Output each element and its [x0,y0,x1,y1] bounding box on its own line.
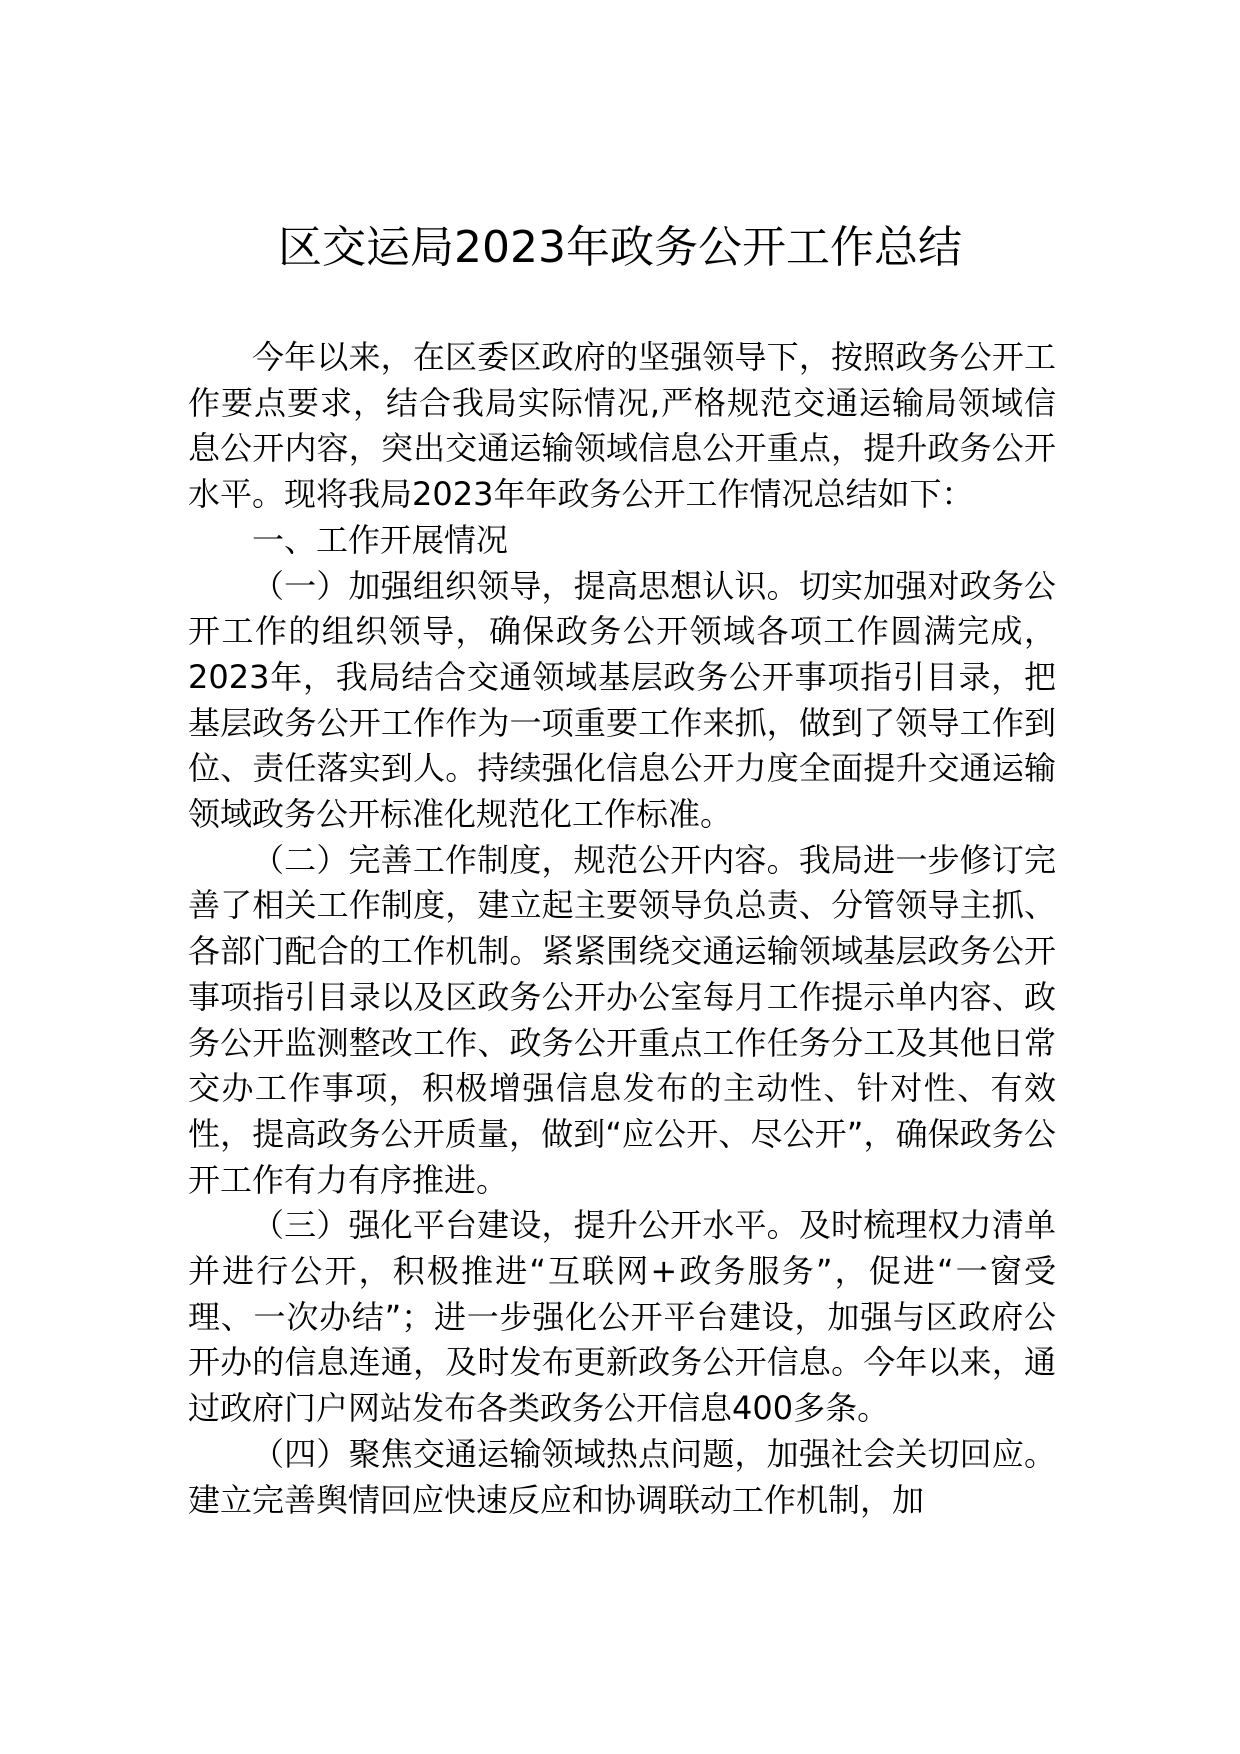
item-paragraph-2: （二）完善工作制度，规范公开内容。我局进一步修订完善了相关工作制度，建立起主要领导负总责、分管领导主抓、各部门配合的工作机制。紧紧围绕交通运输领域基层政务公开事项指引目录以及区政务公开办公室每月工作提示单内容、政务公开监测整改工作、政务公开重点工作任务分工及其他日常交办工作事项，积极增强信息发布的主动性、针对性、有效性，提高政务公开质量，做到“应公开、尽公开”，确保政务公开工作有力有序推进。 [188,840,1056,1199]
intro-paragraph: 今年以来，在区委区政府的坚强领导下，按照政务公开工作要点要求，结合我局实际情况,严格规范交通运输局领域信息公开内容，突出交通运输领域信息公开重点，提升政务公开水平。现将我局2023年年政务公开工作情况总结如下： [188,338,1056,514]
document-body [188,335,1056,1523]
section-heading: 一、工作开展情况 [252,520,509,559]
item-paragraph-3: （三）强化平台建设，提升公开水平。及时梳理权力清单并进行公开，积极推进“互联网+政务服务”，促进“一窗受理、一次办结”；进一步强化公开平台建设，加强与区政府公开办的信息连通，及时发布更新政务公开信息。今年以来，通过政府门户网站发布各类政务公开信息400多条。 [188,1206,1056,1428]
item-paragraph-4: （四）聚焦交通运输领域热点问题，加强社会关切回应。建立完善舆情回应快速反应和协调联动工作机制，加 [188,1434,1056,1519]
item-paragraph-1: （一）加强组织领导，提高思想认识。切实加强对政务公开工作的组织领导，确保政务公开领域各项工作圆满完成，2023年，我局结合交通领域基层政务公开事项指引目录，把基层政务公开工作作为一项重要工作来抓，做到了领导工作到位、责任落实到人。持续强化信息公开力度全面提升交通运输领域政务公开标准化规范化工作标准。 [188,566,1056,834]
document-title: 区交运局2023年政务公开工作总结 [278,222,962,273]
